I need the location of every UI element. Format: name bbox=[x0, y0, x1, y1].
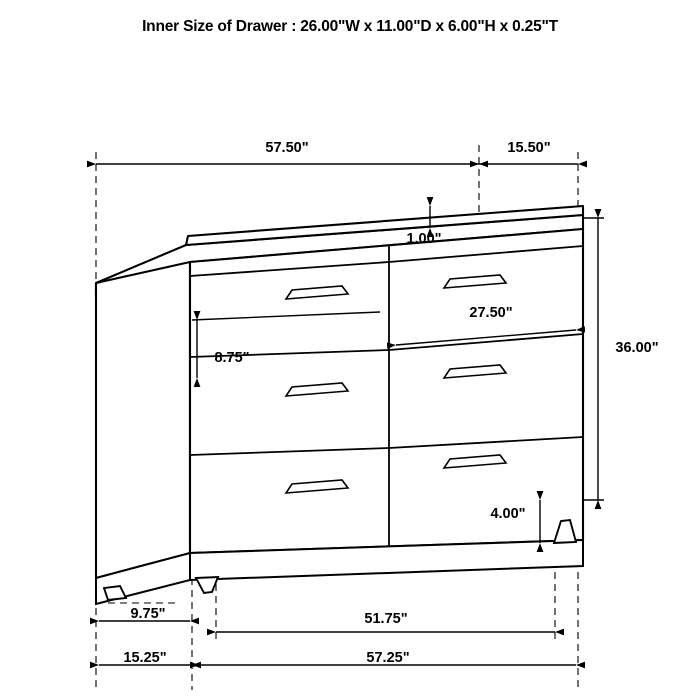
dimension-label-case-width: 51.75" bbox=[364, 611, 408, 627]
dimension-overall-height bbox=[583, 218, 604, 500]
page-title: Inner Size of Drawer : 26.00"W x 11.00"D x 6.00"H x 0.25"T bbox=[142, 18, 558, 35]
dimension-label-bottom-left-offset: 9.75" bbox=[130, 606, 166, 622]
dimension-label-top-lip: 1.00" bbox=[406, 231, 442, 247]
dimension-label-top-width: 57.50" bbox=[265, 140, 309, 156]
dimension-label-drawer-height: 8.75" bbox=[214, 350, 250, 366]
dimension-label-bottom-total-width: 57.25" bbox=[366, 650, 410, 666]
dimension-label-drawer-width: 27.50" bbox=[469, 305, 513, 321]
dimension-label-bottom-left-total: 15.25" bbox=[123, 650, 167, 666]
leg-front-left bbox=[196, 577, 218, 593]
dimension-label-top-right-depth: 15.50" bbox=[507, 140, 551, 156]
dimension-label-leg-height: 4.00" bbox=[490, 506, 526, 522]
dimension-label-overall-height: 36.00" bbox=[615, 340, 659, 356]
